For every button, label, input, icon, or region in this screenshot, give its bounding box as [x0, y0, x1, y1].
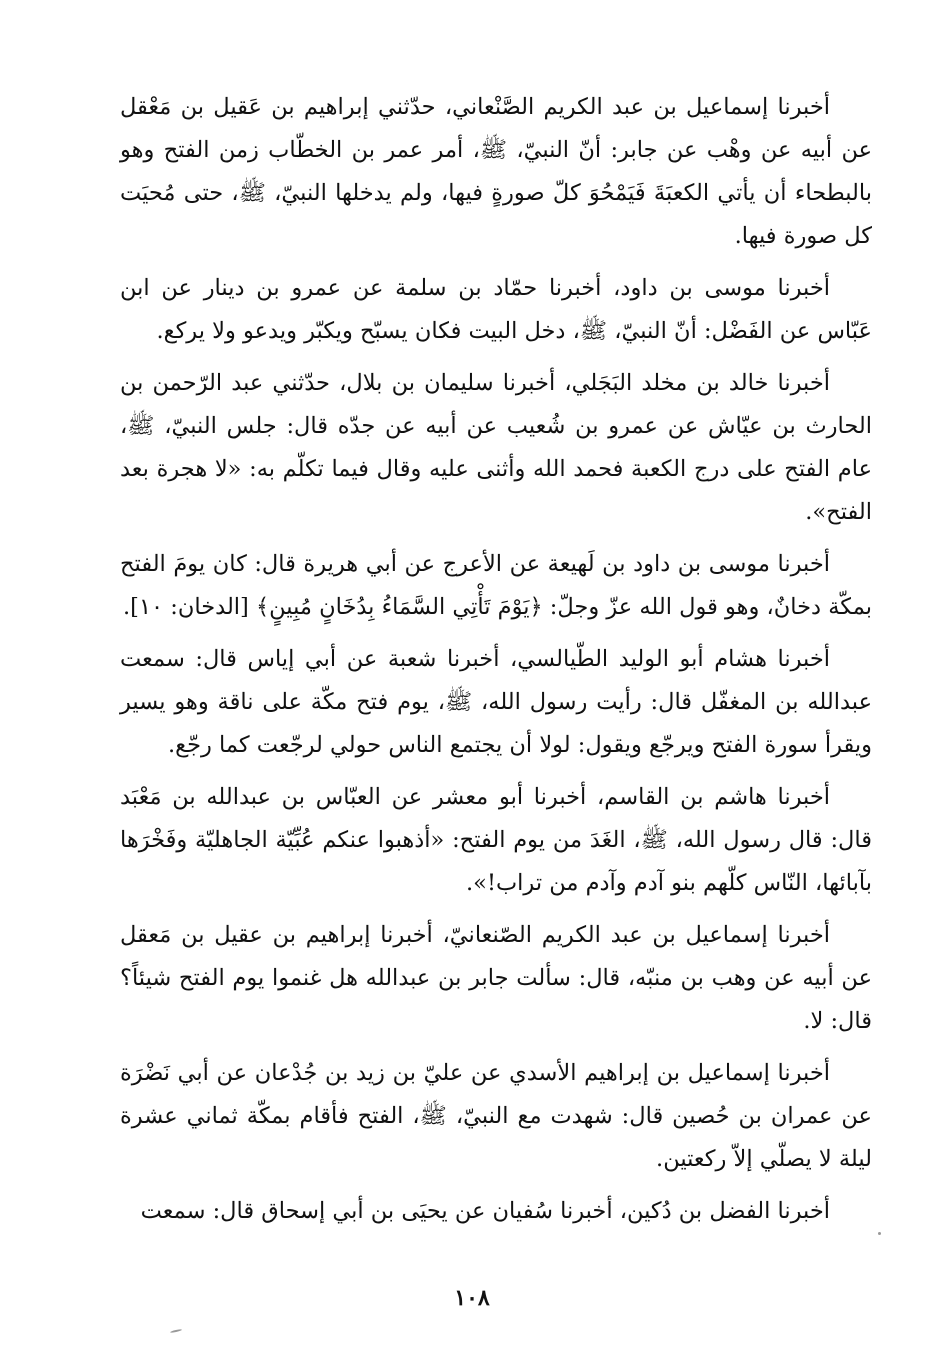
paragraph: أخبرنا هاشم بن القاسم، أخبرنا أبو معشر عن العبّاس بن عبدالله بن مَعْبَد قال: قال رسول الله، ﷺ، الغَدَ من يوم الفتح: «أذهبوا عنكم عُبِّيّة الجاهليّة وفَخْرَها بآبائها، النّاس كلّهم بنو آدم وآدم من تراب!».: [120, 784, 872, 896]
paragraph: أخبرنا إسماعيل بن إبراهيم الأسدي عن عليّ بن زيد بن جُدْعان عن أبي نَضْرَة عن عمران بن حُصين قال: شهدت مع النبيّ، ﷺ، الفتح فأقام بمكّة ثماني عشرة ليلة لا يصلّي إلاّ ركعتين.: [120, 1060, 872, 1172]
scan-speck: [878, 1232, 881, 1235]
page-body: [120, 86, 872, 1242]
paragraph: أخبرنا إسماعيل بن عبد الكريم الصّنعانيّ، أخبرنا إبراهيم بن عقيل بن مَعقل عن أبيه عن وهب بن منبّه، قال: سألت جابر بن عبدالله هل غنموا يوم الفتح شيئاً؟ قال: لا.: [120, 922, 872, 1034]
scan-speck: [170, 1329, 182, 1333]
paragraph: أخبرنا الفضل بن دُكين، أخبرنا سُفيان عن يحيَى بن أبي إسحاق قال: سمعت: [140, 1198, 830, 1224]
paragraph: أخبرنا موسى بن داود، أخبرنا حمّاد بن سلمة عن عمرو بن دينار عن ابن عَبّاس عن الفَضْل: أنّ النبيّ، ﷺ، دخل البيت فكان يسبّح ويكبّر ويدعو ولا يركع.: [120, 275, 872, 344]
paragraph: أخبرنا موسى بن داود بن لَهيعة عن الأعرج عن أبي هريرة قال: كان يومَ الفتح بمكّة دخانٌ، وهو قول الله عزّ وجلّ: ﴿يَوْمَ تَأْتِي السَّمَاءُ بِدُخَانٍ مُبِينٍ﴾ [الدخان: ١٠].: [120, 551, 872, 620]
paragraph: أخبرنا هشام أبو الوليد الطّيالسي، أخبرنا شعبة عن أبي إياس قال: سمعت عبدالله بن المغفّل قال: رأيت رسول الله، ﷺ، يوم فتح مكّة على ناقة وهو يسير ويقرأ سورة الفتح ويرجّع ويقول: لولا أن يجتمع الناس حولي لرجّعت كما رجّع.: [120, 646, 872, 758]
paragraph: أخبرنا إسماعيل بن عبد الكريم الصَّنْعاني، حدّثني إبراهيم بن عَقيل بن مَعْقل عن أبيه عن وهْب عن جابر: أنّ النبيّ، ﷺ، أمر عمر بن الخطّاب زمن الفتح وهو بالبطحاء أن يأتي الكعبَةَ فَيَمْحُوَ كلّ صورةٍ فيها، ولم يدخلها النبيّ، ﷺ، حتى مُحيَت كل صورة فيها.: [120, 94, 872, 249]
paragraph: أخبرنا خالد بن مخلد البَجَلي، أخبرنا سليمان بن بلال، حدّثني عبد الرّحمن بن الحارث بن عيّاش عن عمرو بن شُعيب عن أبيه عن جدّه قال: جلس النبيّ، ﷺ، عام الفتح على درج الكعبة فحمد الله وأثنى عليه وقال فيما تكلّم به: «لا هجرة بعد الفتح».: [120, 370, 872, 525]
page-number: ١٠٨: [454, 1285, 490, 1311]
